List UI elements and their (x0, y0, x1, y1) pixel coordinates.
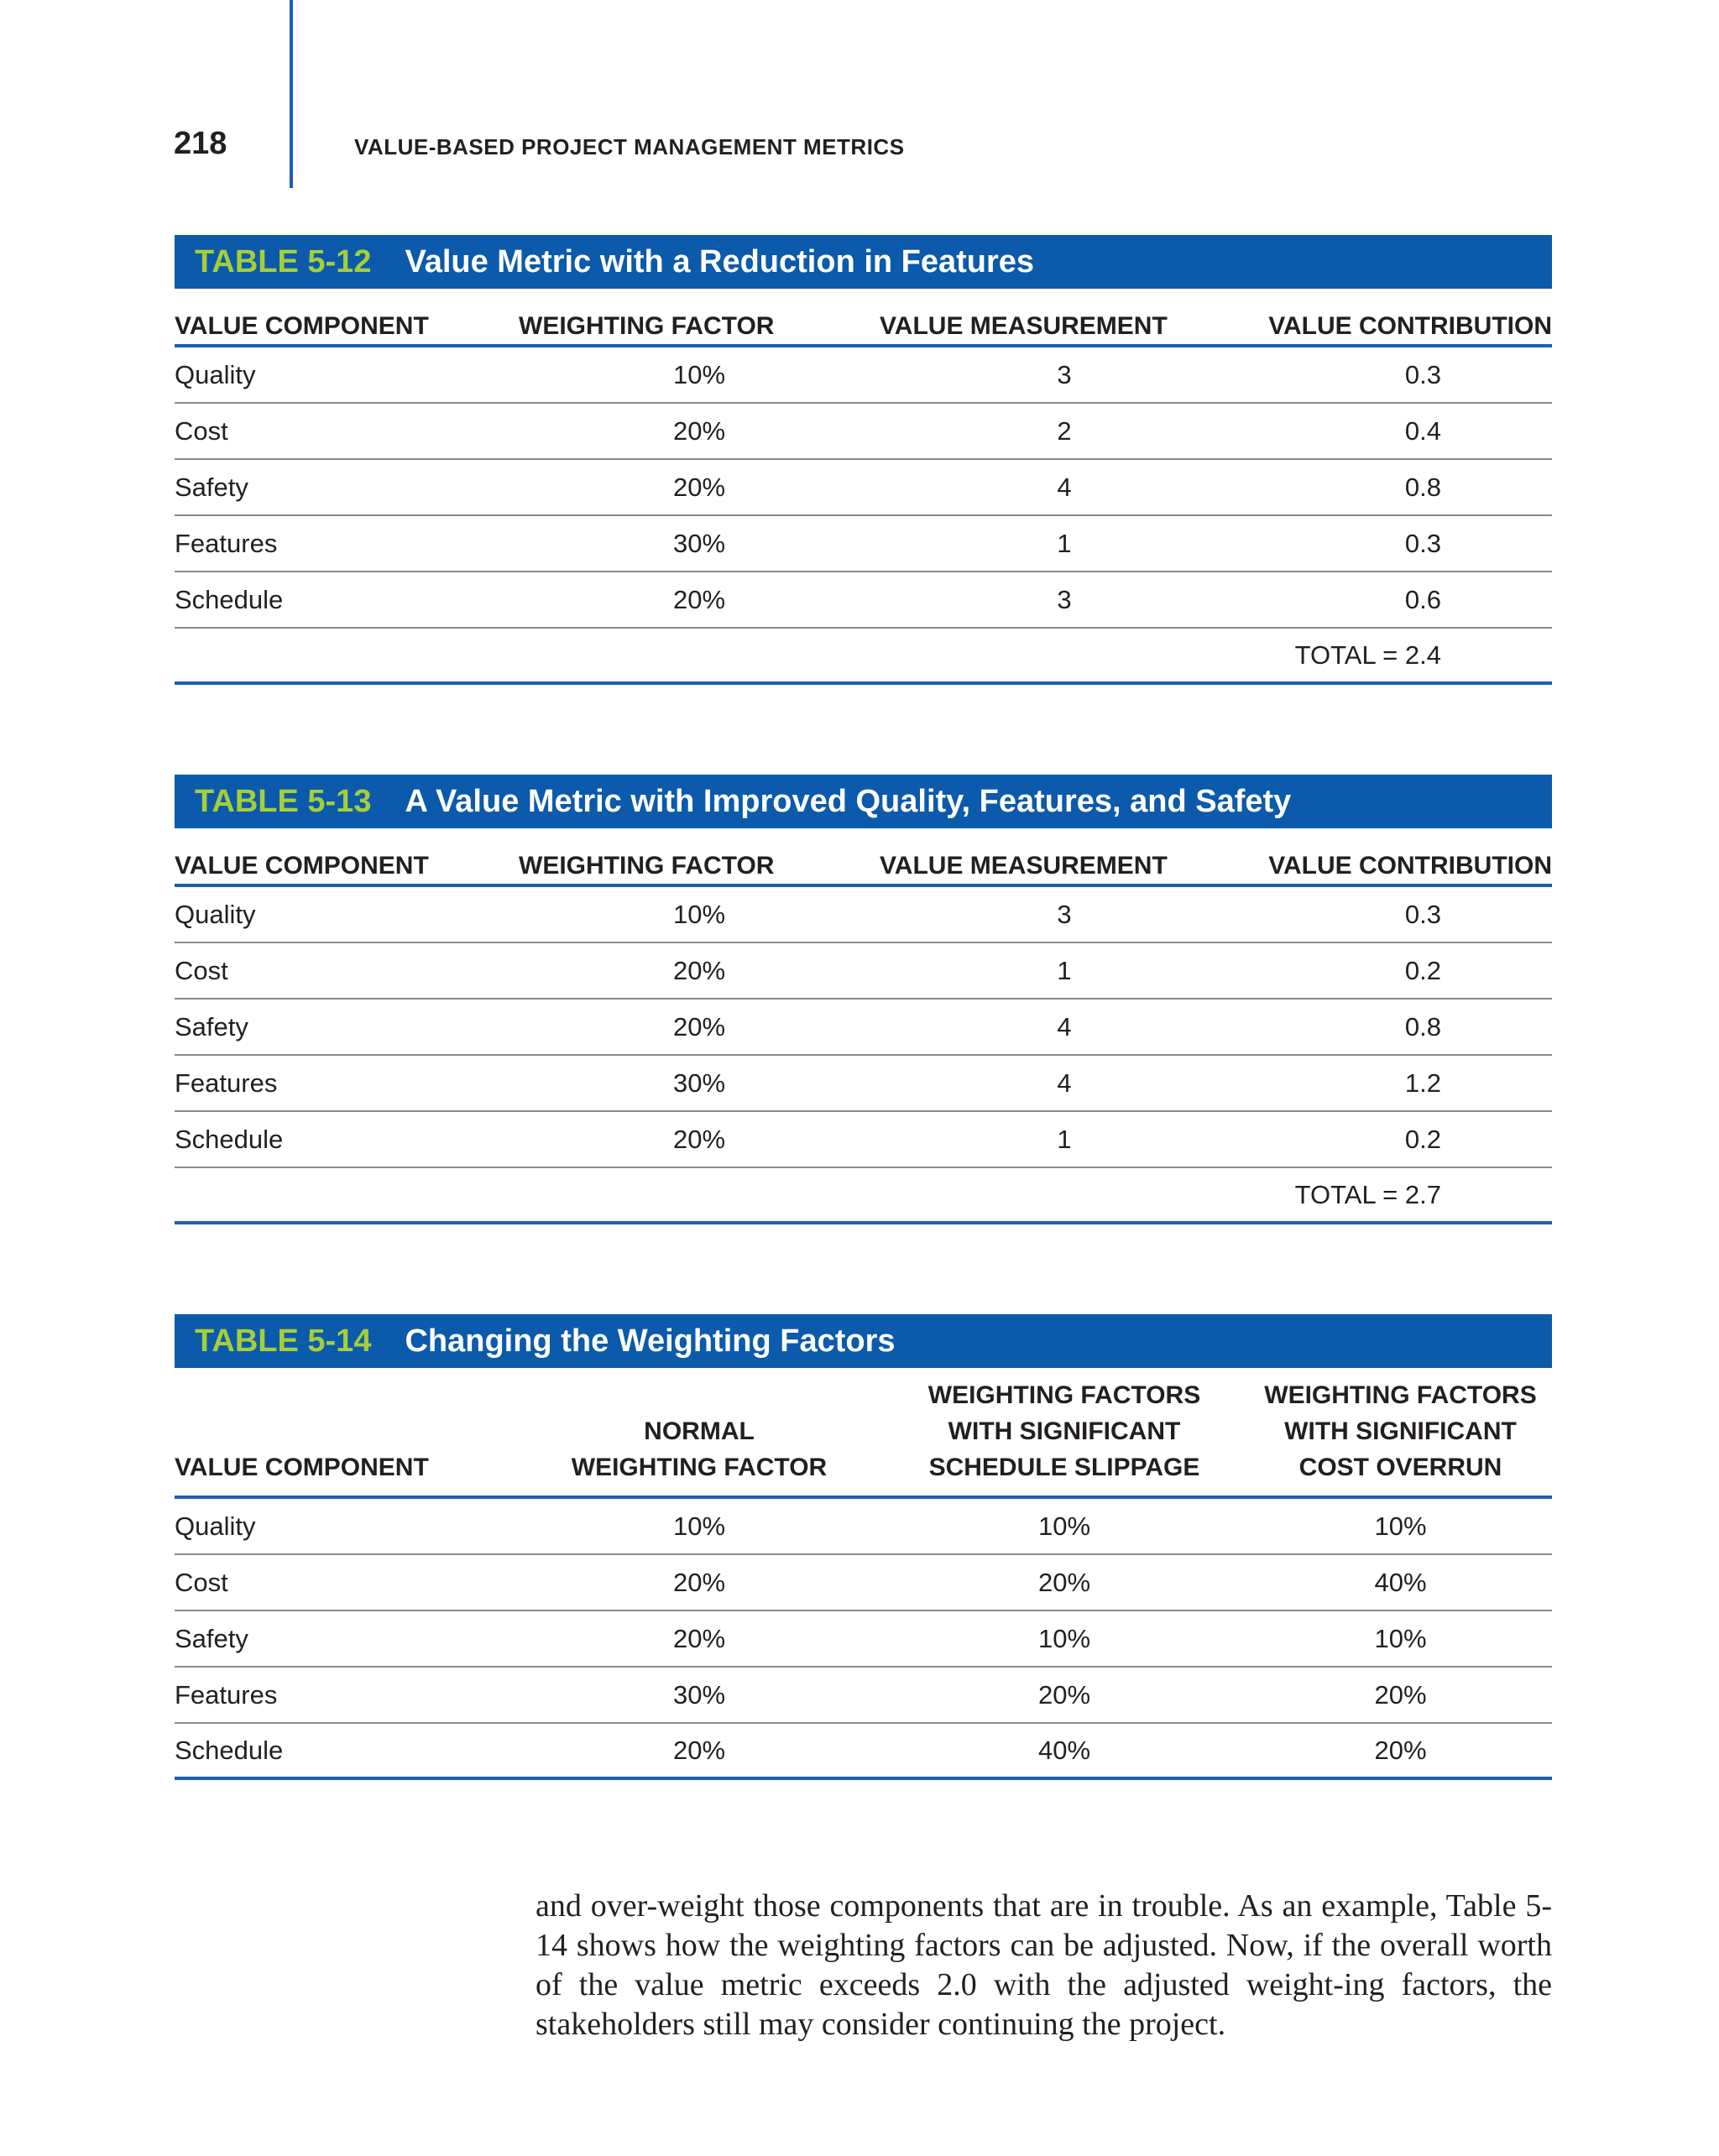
header-value-measurement: VALUE MEASUREMENT (880, 312, 1168, 340)
header-vertical-rule (290, 0, 293, 188)
cell-weighting: 20% (672, 415, 726, 446)
table-title: A Value Metric with Improved Quality, Features, and Safety (405, 783, 1292, 819)
header-value-measurement: VALUE MEASUREMENT (880, 852, 1168, 880)
cell-component: Quality (175, 1511, 256, 1541)
header-value-contribution: VALUE CONTRIBUTION (1268, 852, 1552, 880)
table-5-14 (175, 1314, 1552, 1780)
cell-weighting: 30% (672, 528, 726, 558)
cell-weighting: 10% (672, 359, 726, 389)
running-head: VALUE-BASED PROJECT MANAGEMENT METRICS (354, 134, 905, 159)
cell-measurement: 4 (1057, 1011, 1072, 1041)
cell-component: Safety (175, 1623, 248, 1653)
header-line: SCHEDULE SLIPPAGE (928, 1454, 1200, 1481)
cell-measurement: 4 (1057, 1068, 1072, 1098)
cell-component: Safety (175, 1011, 248, 1041)
cell-component: Cost (175, 955, 228, 985)
table-row (175, 347, 1552, 404)
cell-contribution: 0.6 (1404, 584, 1441, 614)
header-line: WITH SIGNIFICANT (1284, 1417, 1517, 1445)
cell-cost-overrun: 10% (1374, 1623, 1427, 1653)
table-row (175, 404, 1552, 460)
table-total: TOTAL = 2.7 (1294, 1179, 1441, 1209)
cell-component: Cost (175, 1567, 228, 1597)
cell-contribution: 1.2 (1404, 1068, 1441, 1098)
cell-schedule-slippage: 10% (1037, 1623, 1091, 1653)
table-row (175, 1499, 1552, 1555)
cell-measurement: 3 (1057, 899, 1072, 929)
cell-schedule-slippage: 10% (1037, 1511, 1091, 1541)
header-weighting-factor: WEIGHTING FACTOR (519, 312, 775, 340)
header-schedule-slippage (880, 1377, 1249, 1485)
header-value-contribution: VALUE CONTRIBUTION (1268, 312, 1552, 340)
table-row (175, 1555, 1552, 1611)
table-title-bar (175, 235, 1552, 289)
cell-contribution: 0.3 (1404, 528, 1441, 558)
header-value-component (175, 1449, 519, 1485)
table-label: TABLE 5-12 (195, 243, 372, 279)
table-row (175, 1611, 1552, 1668)
cell-component: Schedule (175, 584, 284, 614)
cell-contribution: 0.8 (1404, 1011, 1441, 1041)
cell-measurement: 3 (1057, 584, 1072, 614)
cell-component: Quality (175, 899, 256, 929)
table-row (175, 460, 1552, 516)
table-row (175, 1000, 1552, 1056)
cell-measurement: 1 (1057, 1124, 1072, 1154)
header-weighting-factor: WEIGHTING FACTOR (519, 852, 775, 880)
header-line: WEIGHTING FACTORS (1264, 1381, 1537, 1409)
cell-normal: 20% (672, 1623, 726, 1653)
cell-cost-overrun: 40% (1374, 1567, 1427, 1597)
cell-measurement: 1 (1057, 528, 1072, 558)
cell-contribution: 0.4 (1404, 415, 1441, 446)
cell-component: Safety (175, 472, 248, 502)
cell-schedule-slippage: 20% (1037, 1679, 1091, 1710)
cell-contribution: 0.3 (1404, 359, 1441, 389)
table-row (175, 1724, 1552, 1780)
table-label: TABLE 5-13 (195, 783, 372, 819)
header-line: VALUE COMPONENT (175, 1454, 429, 1481)
table-row (175, 887, 1552, 943)
cell-contribution: 0.2 (1404, 1124, 1441, 1154)
table-header-row (175, 289, 1552, 347)
table-total-row (175, 629, 1552, 685)
cell-component: Schedule (175, 1124, 284, 1154)
table-row (175, 943, 1552, 1000)
cell-component: Cost (175, 415, 228, 446)
table-title: Value Metric with a Reduction in Features (405, 243, 1035, 279)
table-total: TOTAL = 2.4 (1294, 639, 1441, 670)
cell-contribution: 0.8 (1404, 472, 1441, 502)
cell-weighting: 20% (672, 1011, 726, 1041)
cell-measurement: 1 (1057, 955, 1072, 985)
cell-component: Features (175, 1679, 278, 1710)
cell-component: Quality (175, 359, 256, 389)
header-line: WEIGHTING FACTOR (571, 1454, 828, 1481)
table-title-bar (175, 775, 1552, 828)
cell-cost-overrun: 10% (1374, 1511, 1427, 1541)
table-row (175, 572, 1552, 629)
cell-component: Features (175, 1068, 278, 1098)
cell-normal: 10% (672, 1511, 726, 1541)
cell-cost-overrun: 20% (1374, 1679, 1427, 1710)
cell-normal: 30% (672, 1679, 726, 1710)
cell-weighting: 10% (672, 899, 726, 929)
header-normal-weighting-factor (519, 1413, 880, 1485)
cell-weighting: 20% (672, 955, 726, 985)
table-row (175, 516, 1552, 572)
cell-measurement: 2 (1057, 415, 1072, 446)
table-label: TABLE 5-14 (195, 1323, 372, 1359)
cell-component: Features (175, 528, 278, 558)
body-paragraph: and over-weight those components that are in trouble. As an example, Table 5-14 shows how the weighting factors can be adjusted. Now, if the overall worth of the value metric exceeds 2.0 with the adjusted weight-ing factors, the stakeholders still may consider continuing the project. (536, 1888, 1552, 2042)
table-total-row (175, 1168, 1552, 1224)
cell-weighting: 30% (672, 1068, 726, 1098)
header-cost-overrun (1249, 1377, 1552, 1485)
cell-cost-overrun: 20% (1374, 1735, 1427, 1765)
cell-weighting: 20% (672, 584, 726, 614)
cell-weighting: 20% (672, 1124, 726, 1154)
table-header-row (175, 828, 1552, 887)
cell-contribution: 0.2 (1404, 955, 1441, 985)
cell-measurement: 3 (1057, 359, 1072, 389)
table-header-row (175, 1368, 1552, 1499)
cell-normal: 20% (672, 1567, 726, 1597)
header-line: NORMAL (644, 1417, 755, 1445)
cell-schedule-slippage: 40% (1037, 1735, 1091, 1765)
table-title: Changing the Weighting Factors (405, 1323, 896, 1359)
table-5-12 (175, 235, 1552, 685)
header-line: COST OVERRUN (1298, 1454, 1502, 1481)
header-value-component: VALUE COMPONENT (175, 312, 429, 340)
cell-measurement: 4 (1057, 472, 1072, 502)
cell-normal: 20% (672, 1735, 726, 1765)
cell-weighting: 20% (672, 472, 726, 502)
cell-component: Schedule (175, 1735, 284, 1765)
table-row (175, 1112, 1552, 1168)
header-line: WEIGHTING FACTORS (927, 1381, 1201, 1409)
table-5-13 (175, 775, 1552, 1224)
table-title-bar (175, 1314, 1552, 1368)
table-row (175, 1056, 1552, 1112)
table-row (175, 1668, 1552, 1724)
page-number: 218 (174, 126, 227, 161)
cell-schedule-slippage: 20% (1037, 1567, 1091, 1597)
header-line: WITH SIGNIFICANT (948, 1417, 1181, 1445)
cell-contribution: 0.3 (1404, 899, 1441, 929)
header-value-component: VALUE COMPONENT (175, 852, 429, 880)
